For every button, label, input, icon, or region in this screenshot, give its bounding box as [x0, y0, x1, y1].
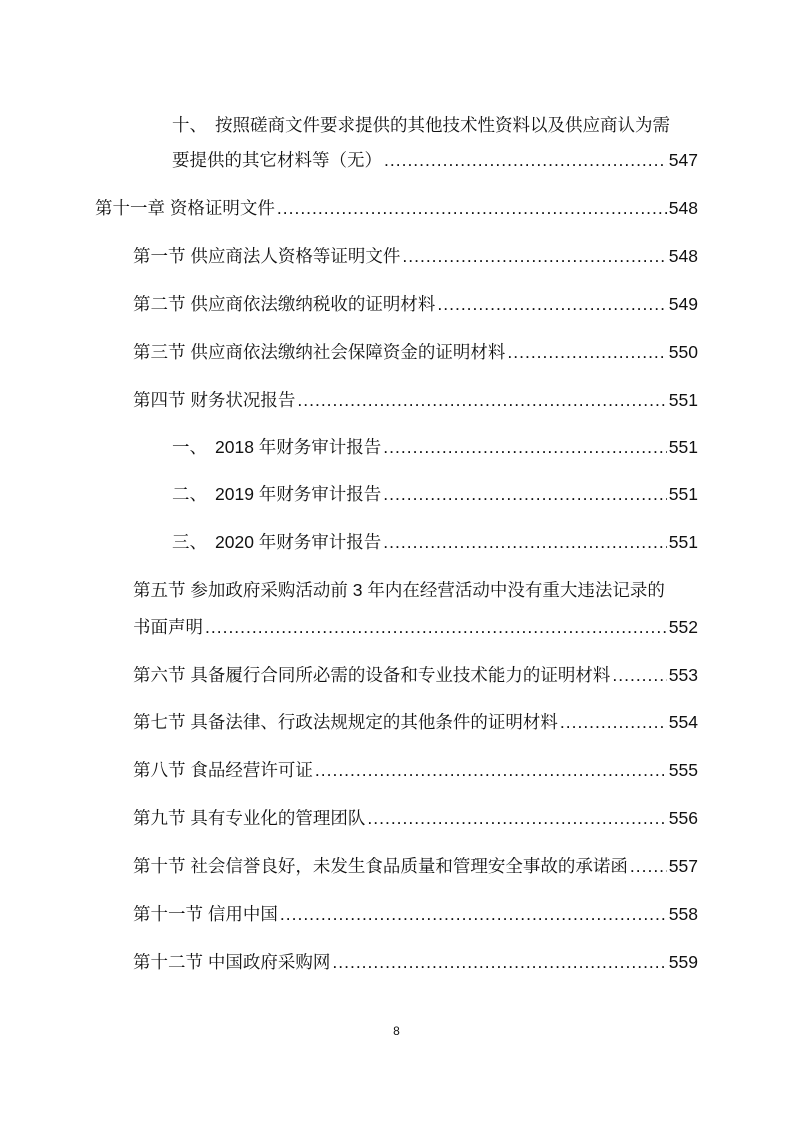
toc-entry-page: 549 [668, 294, 698, 314]
toc-entry-title: 第六节 具备履行合同所必需的设备和专业技术能力的证明材料 [133, 665, 611, 685]
toc-entry-title: 第十节 社会信誉良好，未发生食品质量和管理安全事故的承诺函 [133, 856, 628, 876]
toc-entry-title: 要提供的其它材料等（无） [172, 150, 382, 170]
toc-entry-page: 551 [668, 390, 698, 410]
dot-leader [437, 289, 666, 319]
toc-entry[interactable] [172, 432, 698, 462]
toc-entry-title: 第九节 具有专业化的管理团队 [133, 808, 366, 828]
toc-entry-title: 2020 年财务审计报告 [215, 532, 382, 552]
toc-entry[interactable] [172, 145, 698, 175]
toc-entry-page: 547 [668, 150, 698, 170]
dot-leader [612, 660, 666, 690]
toc-entry[interactable] [133, 385, 698, 415]
toc-entry-title: 第一节 供应商法人资格等证明文件 [133, 246, 401, 266]
toc-entry[interactable] [172, 479, 698, 509]
dot-leader [383, 432, 667, 462]
toc-entry[interactable] [133, 947, 698, 977]
page-number: 8 [393, 1024, 400, 1038]
toc-entry-page: 556 [668, 808, 698, 828]
toc-entry[interactable] [133, 612, 698, 642]
toc-entry[interactable] [172, 527, 698, 557]
dot-leader [507, 337, 666, 367]
dot-leader [383, 479, 667, 509]
toc-entry-page: 557 [668, 856, 698, 876]
dot-leader [384, 145, 667, 175]
toc-entry-number: 三、 [172, 532, 207, 552]
toc-entry-title: 第八节 食品经营许可证 [133, 760, 313, 780]
dot-leader [630, 851, 667, 881]
toc-entry[interactable] [133, 803, 698, 833]
toc-entry[interactable] [133, 660, 698, 690]
toc-entry-page: 559 [668, 952, 698, 972]
toc-entry-page: 553 [668, 665, 698, 685]
toc-entry-number: 十、 [172, 115, 207, 135]
toc-entry-page: 548 [668, 246, 698, 266]
toc-entry-title: 第五节 参加政府采购活动前 3 年内在经营活动中没有重大违法记录的 [133, 580, 665, 600]
toc-entry-page: 551 [668, 484, 698, 504]
dot-leader [315, 755, 667, 785]
dot-leader [280, 899, 667, 929]
toc-entry-title: 第十一章 资格证明文件 [95, 198, 275, 218]
toc-entry-title: 第七节 具备法律、行政法规规定的其他条件的证明材料 [133, 712, 558, 732]
dot-leader [277, 193, 667, 223]
toc-entry[interactable] [133, 851, 698, 881]
toc-entry-page: 550 [668, 342, 698, 362]
toc-entry-page: 548 [668, 198, 698, 218]
toc-entry-page: 551 [668, 532, 698, 552]
toc-entry-title: 第四节 财务状况报告 [133, 390, 296, 410]
toc-entry-title: 第十二节 中国政府采购网 [133, 952, 331, 972]
toc-entry-title: 第二节 供应商依法缴纳税收的证明材料 [133, 294, 436, 314]
toc-entry[interactable] [172, 110, 698, 140]
dot-leader [332, 947, 666, 977]
dot-leader [560, 707, 667, 737]
dot-leader [367, 803, 666, 833]
toc-entry-number: 二、 [172, 484, 207, 504]
toc-entry[interactable] [133, 755, 698, 785]
toc-entry-title: 2018 年财务审计报告 [215, 437, 382, 457]
toc-entry[interactable] [95, 193, 698, 223]
toc-entry[interactable] [133, 241, 698, 271]
toc-entry-page: 554 [668, 712, 698, 732]
toc-entry[interactable] [133, 707, 698, 737]
toc-entry[interactable] [133, 337, 698, 367]
toc-entry-page: 551 [668, 437, 698, 457]
toc-entry[interactable] [133, 289, 698, 319]
toc-entry-page: 558 [668, 904, 698, 924]
dot-leader [297, 385, 666, 415]
toc-entry-title: 按照磋商文件要求提供的其他技术性资料以及供应商认为需 [215, 115, 670, 135]
toc-entry-title: 2019 年财务审计报告 [215, 484, 382, 504]
dot-leader [205, 612, 667, 642]
toc-entry-title: 第三节 供应商依法缴纳社会保障资金的证明材料 [133, 342, 506, 362]
toc-entry-number: 一、 [172, 437, 207, 457]
toc-entry-title: 书面声明 [133, 617, 203, 637]
toc-entry-page: 555 [668, 760, 698, 780]
toc-entry-title: 第十一节 信用中国 [133, 904, 278, 924]
toc-entry[interactable] [133, 575, 698, 605]
toc-entry-page: 552 [668, 617, 698, 637]
toc-entry[interactable] [133, 899, 698, 929]
dot-leader [402, 241, 666, 271]
dot-leader [383, 527, 667, 557]
